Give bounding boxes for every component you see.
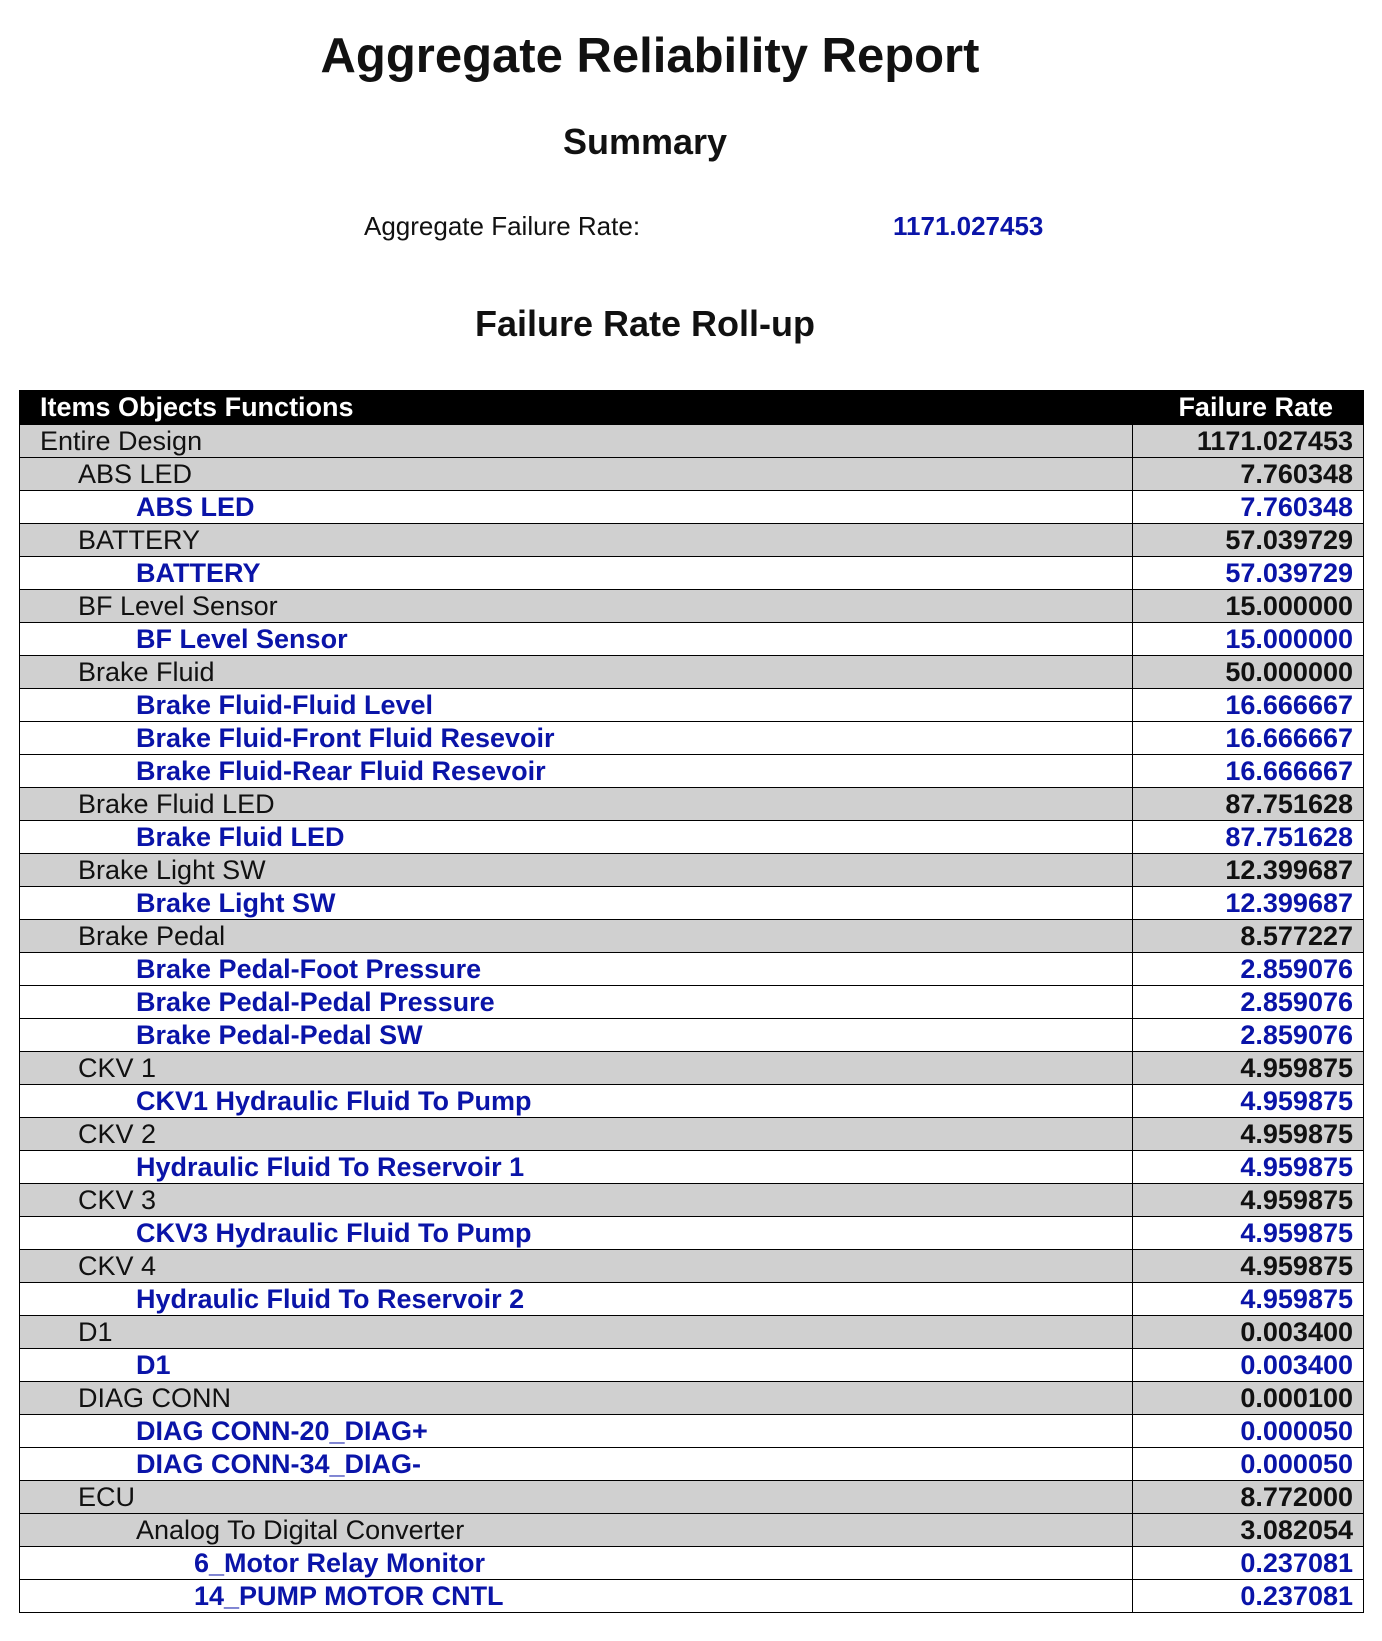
failure-rate-cell: 57.039729 — [1133, 524, 1364, 557]
failure-rate-cell: 16.666667 — [1133, 722, 1364, 755]
item-name-cell: CKV 4 — [20, 1250, 1133, 1283]
table-row — [20, 1349, 1364, 1382]
failure-rate-cell: 4.959875 — [1133, 1052, 1364, 1085]
item-name-cell: BATTERY — [20, 524, 1133, 557]
item-name-cell: 14_PUMP MOTOR CNTL — [20, 1580, 1133, 1613]
table-row — [20, 1448, 1364, 1481]
table-row — [20, 656, 1364, 689]
failure-rate-cell: 1171.027453 — [1133, 425, 1364, 458]
item-name-cell: Hydraulic Fluid To Reservoir 1 — [20, 1151, 1133, 1184]
item-name-cell: DIAG CONN-20_DIAG+ — [20, 1415, 1133, 1448]
failure-rate-cell: 8.772000 — [1133, 1481, 1364, 1514]
table-row — [20, 920, 1364, 953]
table-row — [20, 1250, 1364, 1283]
item-name-cell: BF Level Sensor — [20, 623, 1133, 656]
failure-rate-cell: 2.859076 — [1133, 986, 1364, 1019]
table-row — [20, 1283, 1364, 1316]
item-name-cell: Brake Fluid-Rear Fluid Resevoir — [20, 755, 1133, 788]
table-row — [20, 854, 1364, 887]
item-name-cell: DIAG CONN — [20, 1382, 1133, 1415]
failure-rate-cell: 87.751628 — [1133, 821, 1364, 854]
failure-rate-cell: 87.751628 — [1133, 788, 1364, 821]
item-name-cell: CKV 3 — [20, 1184, 1133, 1217]
table-row — [20, 1085, 1364, 1118]
failure-rate-cell: 0.237081 — [1133, 1580, 1364, 1613]
failure-rate-cell: 8.577227 — [1133, 920, 1364, 953]
item-name-cell: Brake Pedal-Pedal SW — [20, 1019, 1133, 1052]
aggregate-failure-rate-value: 1171.027453 — [893, 211, 1044, 241]
table-header-row — [20, 391, 1364, 425]
failure-rate-cell: 0.000050 — [1133, 1415, 1364, 1448]
summary-heading: Summary — [562, 121, 728, 162]
table-row — [20, 689, 1364, 722]
table-row — [20, 1316, 1364, 1349]
table-row — [20, 1382, 1364, 1415]
failure-rate-cell: 4.959875 — [1133, 1085, 1364, 1118]
item-name-cell: Brake Pedal — [20, 920, 1133, 953]
table-row — [20, 1217, 1364, 1250]
table-row — [20, 986, 1364, 1019]
table-body — [20, 425, 1364, 1613]
failure-rate-cell: 4.959875 — [1133, 1184, 1364, 1217]
item-name-cell: 6_Motor Relay Monitor — [20, 1547, 1133, 1580]
report-title: Aggregate Reliability Report — [320, 29, 980, 83]
column-header-items: Items Objects Functions — [20, 391, 1133, 425]
item-name-cell: CKV3 Hydraulic Fluid To Pump — [20, 1217, 1133, 1250]
failure-rate-cell: 0.000050 — [1133, 1448, 1364, 1481]
failure-rate-cell: 12.399687 — [1133, 887, 1364, 920]
item-name-cell: Analog To Digital Converter — [20, 1514, 1133, 1547]
failure-rate-cell: 15.000000 — [1133, 623, 1364, 656]
table-row — [20, 491, 1364, 524]
item-name-cell: DIAG CONN-34_DIAG- — [20, 1448, 1133, 1481]
failure-rate-rollup-table — [19, 390, 1364, 1613]
table-row — [20, 1481, 1364, 1514]
table-row — [20, 1184, 1364, 1217]
item-name-cell: CKV 1 — [20, 1052, 1133, 1085]
item-name-cell: Brake Fluid LED — [20, 788, 1133, 821]
item-name-cell: ABS LED — [20, 458, 1133, 491]
item-name-cell: ABS LED — [20, 491, 1133, 524]
item-name-cell: D1 — [20, 1349, 1133, 1382]
table-row — [20, 1415, 1364, 1448]
item-name-cell: Brake Light SW — [20, 887, 1133, 920]
item-name-cell: ECU — [20, 1481, 1133, 1514]
failure-rate-cell: 0.003400 — [1133, 1316, 1364, 1349]
item-name-cell: Brake Fluid — [20, 656, 1133, 689]
table-row — [20, 1514, 1364, 1547]
table-row — [20, 788, 1364, 821]
item-name-cell: Brake Light SW — [20, 854, 1133, 887]
failure-rate-cell: 57.039729 — [1133, 557, 1364, 590]
item-name-cell: Brake Fluid-Front Fluid Resevoir — [20, 722, 1133, 755]
rollup-heading: Failure Rate Roll-up — [474, 303, 816, 344]
item-name-cell: Brake Pedal-Pedal Pressure — [20, 986, 1133, 1019]
table-row — [20, 557, 1364, 590]
failure-rate-cell: 3.082054 — [1133, 1514, 1364, 1547]
failure-rate-cell: 0.003400 — [1133, 1349, 1364, 1382]
item-name-cell: Brake Pedal-Foot Pressure — [20, 953, 1133, 986]
item-name-cell: Entire Design — [20, 425, 1133, 458]
table-row — [20, 1052, 1364, 1085]
item-name-cell: BATTERY — [20, 557, 1133, 590]
failure-rate-cell: 4.959875 — [1133, 1250, 1364, 1283]
table-row — [20, 755, 1364, 788]
failure-rate-cell: 7.760348 — [1133, 491, 1364, 524]
table-row — [20, 425, 1364, 458]
table-row — [20, 458, 1364, 491]
failure-rate-cell: 16.666667 — [1133, 689, 1364, 722]
table-row — [20, 590, 1364, 623]
item-name-cell: CKV 2 — [20, 1118, 1133, 1151]
table-row — [20, 722, 1364, 755]
item-name-cell: BF Level Sensor — [20, 590, 1133, 623]
failure-rate-cell: 12.399687 — [1133, 854, 1364, 887]
failure-rate-cell: 50.000000 — [1133, 656, 1364, 689]
failure-rate-cell: 16.666667 — [1133, 755, 1364, 788]
column-header-failure-rate: Failure Rate — [1133, 391, 1364, 425]
failure-rate-cell: 4.959875 — [1133, 1283, 1364, 1316]
table-row — [20, 953, 1364, 986]
aggregate-failure-rate-label: Aggregate Failure Rate: — [364, 211, 641, 241]
table-row — [20, 1019, 1364, 1052]
table-row — [20, 887, 1364, 920]
failure-rate-cell: 0.237081 — [1133, 1547, 1364, 1580]
table-row — [20, 1580, 1364, 1613]
item-name-cell: D1 — [20, 1316, 1133, 1349]
failure-rate-cell: 2.859076 — [1133, 1019, 1364, 1052]
table-row — [20, 1151, 1364, 1184]
failure-rate-cell: 7.760348 — [1133, 458, 1364, 491]
item-name-cell: CKV1 Hydraulic Fluid To Pump — [20, 1085, 1133, 1118]
table-row — [20, 821, 1364, 854]
table-row — [20, 1118, 1364, 1151]
table-row — [20, 524, 1364, 557]
item-name-cell: Hydraulic Fluid To Reservoir 2 — [20, 1283, 1133, 1316]
failure-rate-cell: 0.000100 — [1133, 1382, 1364, 1415]
table-row — [20, 623, 1364, 656]
item-name-cell: Brake Fluid-Fluid Level — [20, 689, 1133, 722]
failure-rate-cell: 2.859076 — [1133, 953, 1364, 986]
failure-rate-cell: 15.000000 — [1133, 590, 1364, 623]
table-row — [20, 1547, 1364, 1580]
failure-rate-cell: 4.959875 — [1133, 1217, 1364, 1250]
failure-rate-cell: 4.959875 — [1133, 1118, 1364, 1151]
failure-rate-cell: 4.959875 — [1133, 1151, 1364, 1184]
item-name-cell: Brake Fluid LED — [20, 821, 1133, 854]
